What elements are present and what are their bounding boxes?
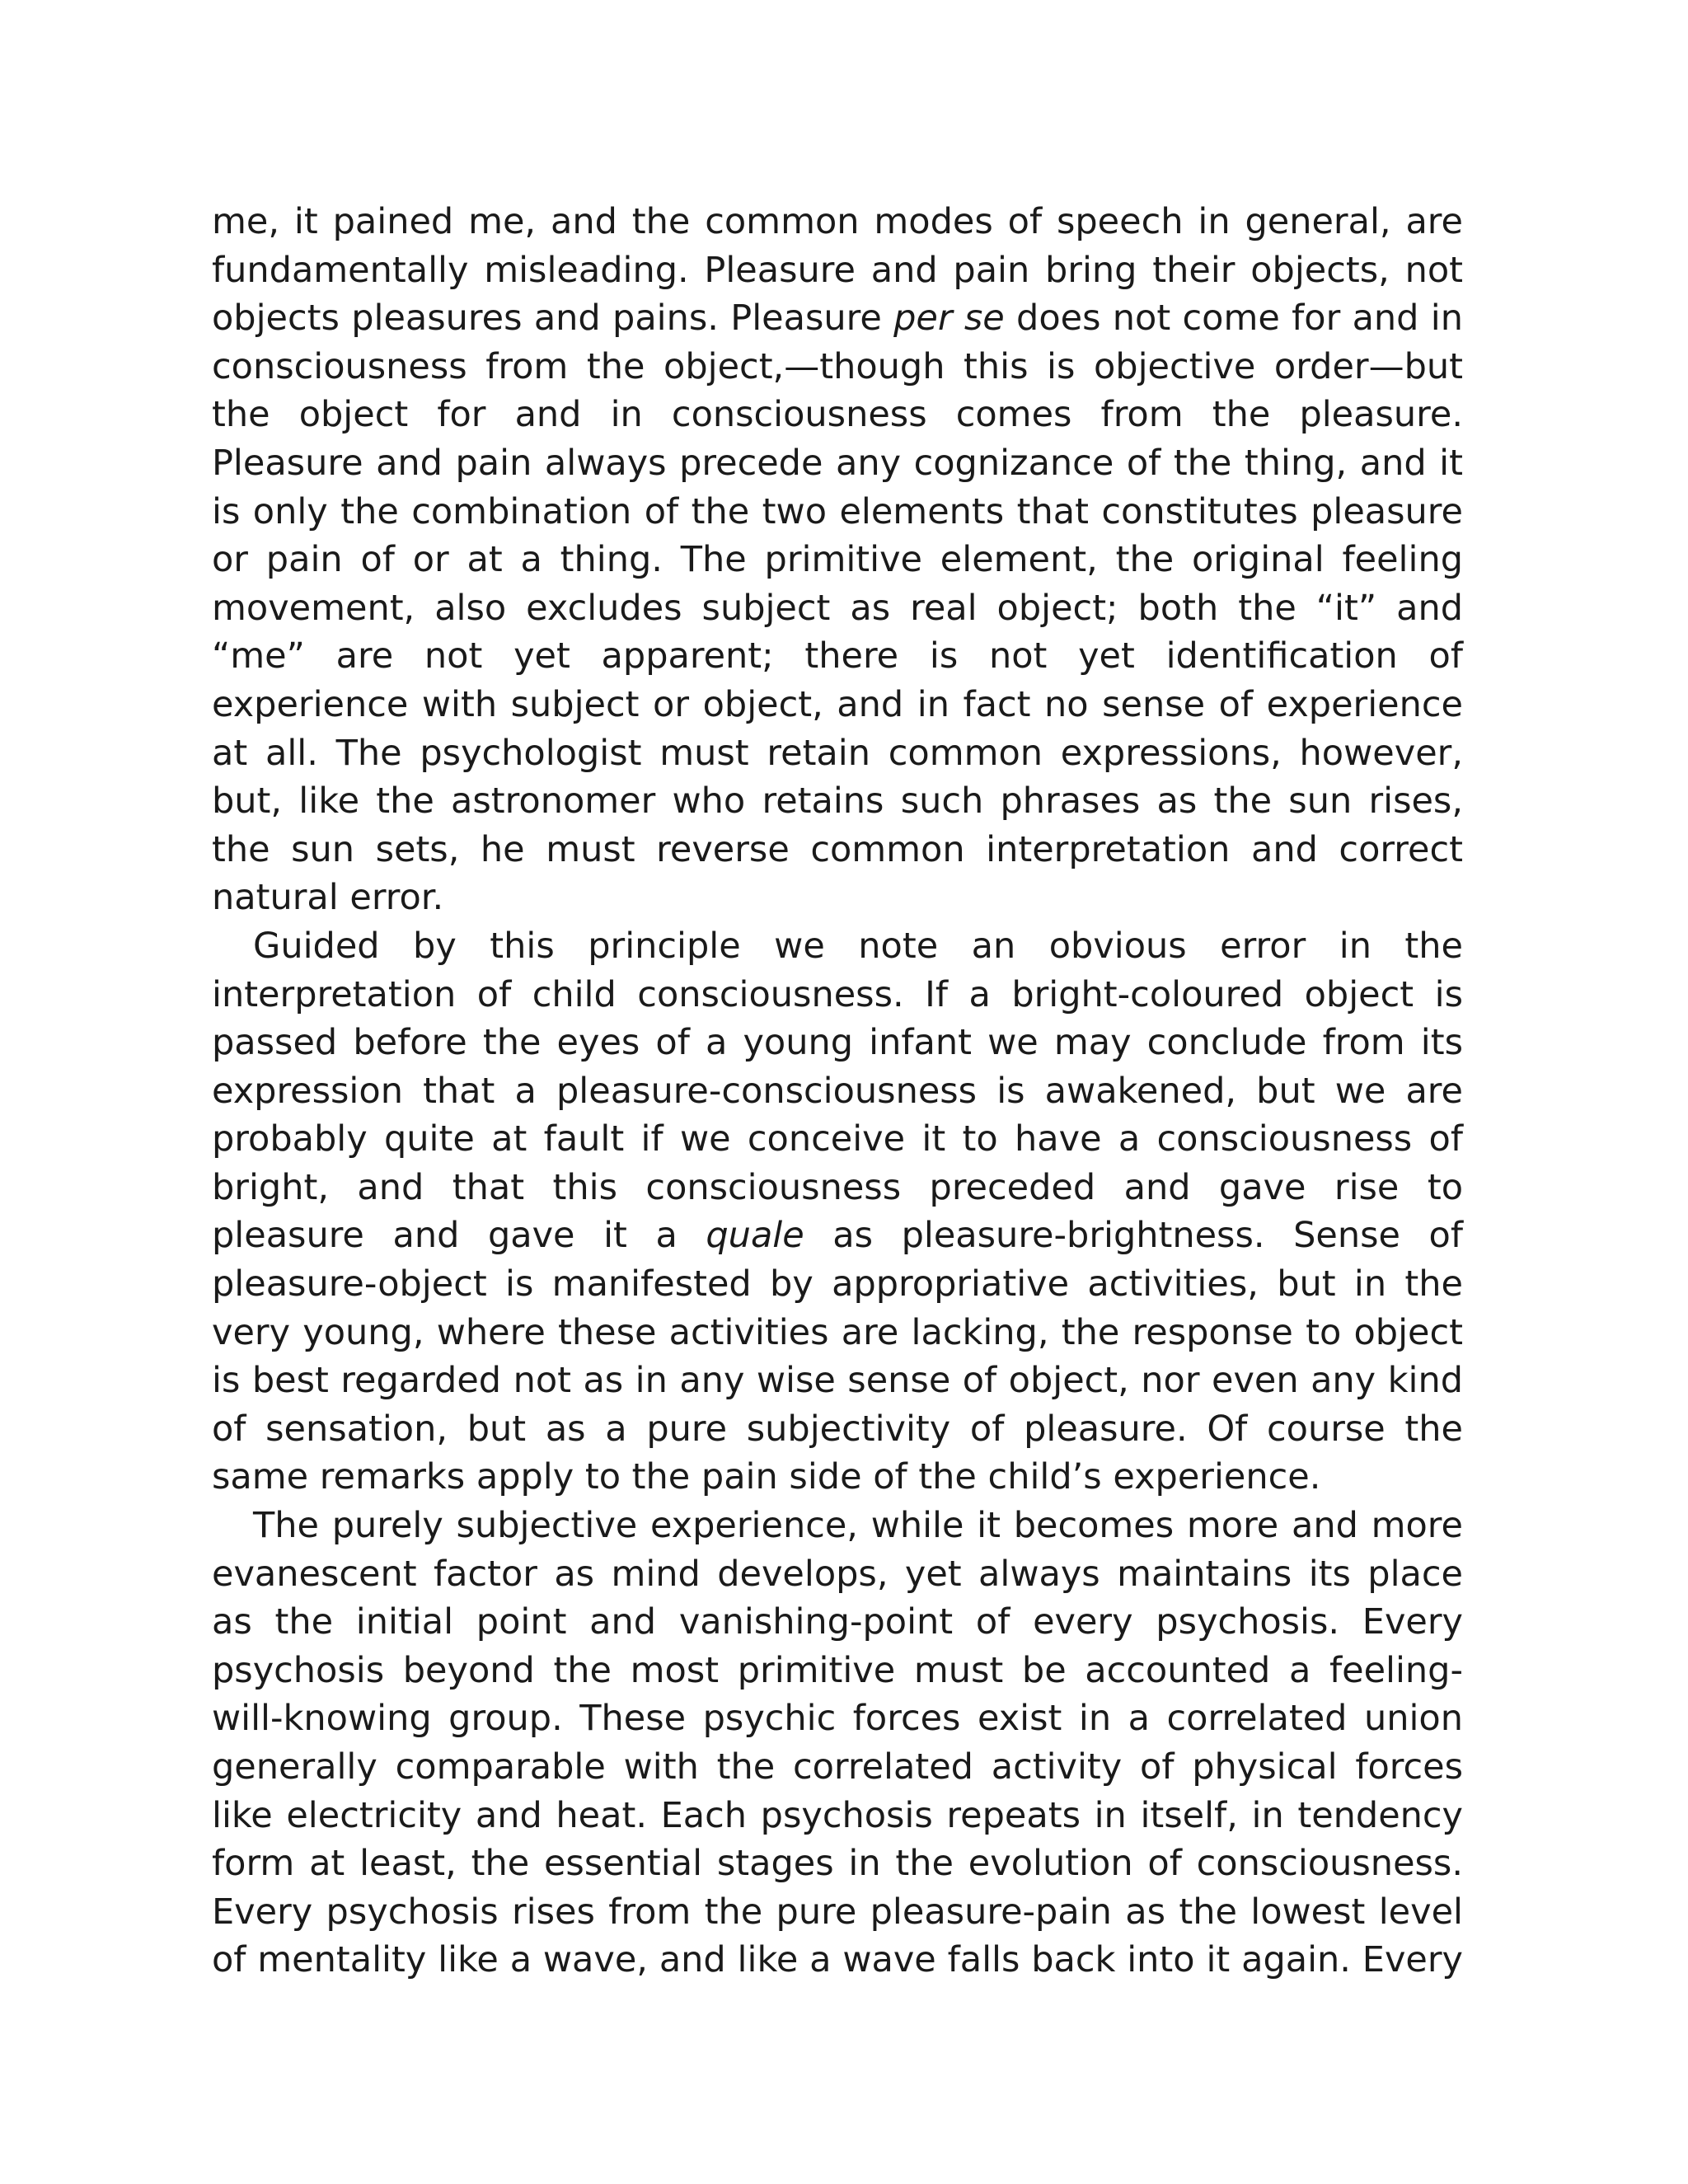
- paragraph-1-text-a: me, it pained me, and the common modes of speech in general, are fundamentally misleading. Pleasure and pain bring their objects, not objects pleasures and pains. Pleasure: [212, 201, 1463, 340]
- paragraph-1-italic-per-se: per se: [893, 298, 1005, 340]
- paragraph-2-text-b: as pleasure-brightness. Sense of pleasure-object is manifested by appropriative activities, but in the very young, where these activities are lacking, the response to object is best regarded not as in any wise sense of object, nor even any kind of sensation, but as a pure subjectivity of pleasure. Of course the same remarks apply to the pain side of the child’s experience.: [212, 1215, 1463, 1498]
- body-text: [212, 198, 1463, 1985]
- paragraph-3-text: The purely subjective experience, while it becomes more and more evanescent factor as mind develops, yet always maintains its place as the initial point and vanishing-point of every psychosis. Every psychosis beyond the most primitive must be accounted a feeling-will-knowing group. These psychic forces exist in a correlated union generally comparable with the correlated activity of physical forces like electricity and heat. Each psychosis repeats in itself, in tendency form at least, the essential stages in the evolution of consciousness. Every psychosis rises from the pure pleasure-pain as the lowest level of mentality like a wave, and like a wave falls back into it again. Every: [212, 1505, 1463, 1981]
- paragraph-2-text-a: Guided by this principle we note an obvious error in the interpretation of child consciousness. If a bright-coloured object is passed before the eyes of a young infant we may conclude from its expression that a pleasure-consciousness is awakened, but we are probably quite at fault if we conceive it to have a consciousness of bright, and that this consciousness preceded and gave rise to pleasure and gave it a: [212, 925, 1463, 1257]
- paragraph-1-text-b: does not come for and in consciousness from the object,—though this is objective order—but the object for and in consciousness comes from the pleasure. Pleasure and pain always precede any cognizance of the thing, and it is only the combination of the two elements that constitutes pleasure or pain of or at a thing. The primitive element, the original feeling movement, also excludes subject as real object; both the “it” and “me” are not yet apparent; there is not yet identification of experience with subject or object, and in fact no sense of experience at all. The psychologist must retain common expressions, however, but, like the astronomer who retains such phrases as the sun rises, the sun sets, he must reverse common interpretation and correct natural error.: [212, 298, 1463, 919]
- paragraph-2: [212, 922, 1463, 1502]
- paragraph-2-italic-quale: quale: [706, 1215, 804, 1257]
- paragraph-3: [212, 1502, 1463, 1985]
- paragraph-1: [212, 198, 1463, 922]
